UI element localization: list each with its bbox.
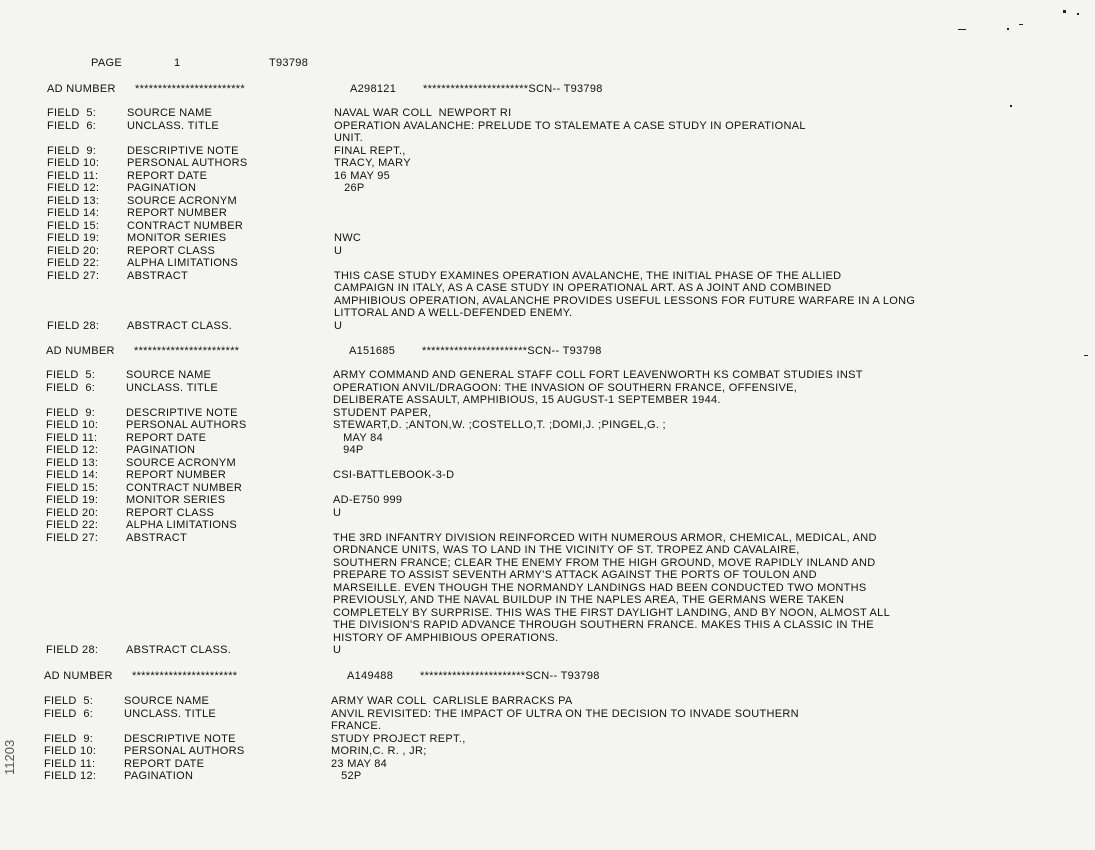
field-number: FIELD 22:: [46, 519, 99, 531]
field-number: FIELD 14:: [46, 469, 99, 481]
field-number: FIELD 27:: [46, 531, 99, 544]
field-value: PREVIOUSLY, AND THE NAVAL BUILDUP IN THE NAPLES AREA, THE GERMANS WERE TAKEN: [333, 594, 845, 606]
field-number: FIELD 9:: [44, 732, 94, 745]
field-label: DESCRIPTIVE NOTE: [124, 732, 236, 745]
ad-number-stars: ***********************: [134, 345, 240, 357]
field-number: FIELD 12:: [44, 770, 97, 782]
scn-code: ***********************SCN-- T93798: [423, 83, 603, 95]
field-label: REPORT DATE: [126, 431, 207, 444]
field-number: FIELD 13:: [47, 194, 100, 207]
field-value: ARMY WAR COLL CARLISLE BARRACKS PA: [331, 695, 573, 707]
field-value: U: [333, 506, 342, 519]
field-label: ALPHA LIMITATIONS: [127, 257, 239, 269]
field-label: ABSTRACT: [127, 269, 189, 282]
margin-handwriting: 11203: [2, 739, 17, 775]
field-label: MONITOR SERIES: [126, 494, 226, 506]
field-number: FIELD 5:: [46, 369, 96, 381]
field-value: AD-E750 999: [333, 494, 403, 506]
field-number: FIELD 27:: [47, 269, 100, 282]
field-label: REPORT NUMBER: [126, 469, 227, 481]
field-value: 52P: [331, 770, 362, 782]
ad-number-value: A151685: [349, 345, 396, 357]
field-number: FIELD 10:: [47, 157, 100, 169]
field-value: FINAL REPT.,: [334, 144, 406, 157]
field-value: PREPARE TO ASSIST SEVENTH ARMY'S ATTACK AGAINST THE PORTS OF TOULON AND: [333, 569, 817, 581]
field-label: DESCRIPTIVE NOTE: [127, 144, 239, 157]
field-label: REPORT DATE: [124, 757, 205, 770]
scan-speck: [1077, 13, 1079, 15]
field-value: HISTORY OF AMPHIBIOUS OPERATIONS.: [333, 631, 559, 644]
ad-number-value: A149488: [347, 670, 394, 682]
field-value: 26P: [334, 182, 365, 194]
field-label: PERSONAL AUTHORS: [124, 745, 245, 757]
field-number: FIELD 12:: [47, 182, 100, 194]
field-number: FIELD 6:: [46, 381, 96, 394]
field-value: OPERATION AVALANCHE: PRELUDE TO STALEMATE A CASE STUDY IN OPERATIONAL: [334, 119, 806, 132]
field-value: COMPLETELY BY SURPRISE. THIS WAS THE FIRST DAYLIGHT LANDING, AND BY NOON, ALMOST ALL: [333, 606, 891, 619]
field-label: REPORT CLASS: [127, 244, 216, 257]
report-code: T93798: [269, 57, 309, 69]
field-label: MONITOR SERIES: [127, 232, 227, 244]
field-value: CAMPAIGN IN ITALY, AS A CASE STUDY IN OPERATIONAL ART. AS A JOINT AND COMBINED: [334, 282, 832, 294]
field-number: FIELD 11:: [47, 169, 99, 182]
field-number: FIELD 28:: [47, 319, 100, 332]
field-number: FIELD 22:: [47, 257, 100, 269]
field-number: FIELD 9:: [46, 406, 96, 419]
field-label: PAGINATION: [124, 770, 194, 782]
field-label: PAGINATION: [127, 182, 197, 194]
field-number: FIELD 10:: [44, 745, 97, 757]
field-value: U: [333, 644, 342, 656]
field-number: FIELD 20:: [46, 506, 99, 519]
field-value: ARMY COMMAND AND GENERAL STAFF COLL FORT LEAVENWORTH KS COMBAT STUDIES INST: [333, 369, 863, 381]
field-label: CONTRACT NUMBER: [127, 219, 244, 232]
scan-speck: [1019, 24, 1023, 25]
scn-code: ***********************SCN-- T93798: [420, 670, 600, 682]
field-value: 16 MAY 95: [334, 169, 391, 182]
field-number: FIELD 19:: [47, 232, 100, 244]
field-value: AMPHIBIOUS OPERATION, AVALANCHE PROVIDES USEFUL LESSONS FOR FUTURE WARFARE IN A LONG: [334, 294, 916, 307]
field-label: DESCRIPTIVE NOTE: [126, 406, 238, 419]
field-value: STUDENT PAPER,: [333, 406, 432, 419]
field-value: CSI-BATTLEBOOK-3-D: [333, 469, 455, 481]
ad-number-value: A298121: [350, 83, 397, 95]
ad-number-label: AD NUMBER: [47, 83, 116, 95]
field-value: DELIBERATE ASSAULT, AMPHIBIOUS, 15 AUGUST-1 SEPTEMBER 1944.: [333, 394, 721, 406]
field-value: ANVIL REVISITED: THE IMPACT OF ULTRA ON THE DECISION TO INVADE SOUTHERN: [331, 707, 799, 720]
field-value: THE DIVISION'S RAPID ADVANCE THROUGH SOUTHERN FRANCE. MAKES THIS A CLASSIC IN THE: [333, 619, 874, 631]
scan-speck: [1010, 105, 1012, 107]
field-label: CONTRACT NUMBER: [126, 481, 243, 494]
field-value: 23 MAY 84: [331, 757, 388, 770]
field-label: PAGINATION: [126, 444, 196, 456]
field-value: OPERATION ANVIL/DRAGOON: THE INVASION OF SOUTHERN FRANCE, OFFENSIVE,: [333, 381, 798, 394]
field-label: UNCLASS. TITLE: [124, 707, 217, 720]
scan-speck: [958, 29, 966, 30]
field-value: U: [334, 244, 343, 257]
field-value: 94P: [333, 444, 364, 456]
field-label: UNCLASS. TITLE: [127, 119, 220, 132]
field-number: FIELD 11:: [46, 431, 98, 444]
field-number: FIELD 13:: [46, 456, 99, 469]
field-label: UNCLASS. TITLE: [126, 381, 219, 394]
field-label: REPORT DATE: [127, 169, 208, 182]
field-number: FIELD 20:: [47, 244, 100, 257]
field-value: LITTORAL AND A WELL-DEFENDED ENEMY.: [334, 307, 573, 319]
field-label: SOURCE ACRONYM: [127, 194, 237, 207]
field-value: ORDNANCE UNITS, WAS TO LAND IN THE VICINITY OF ST. TROPEZ AND CAVALAIRE,: [333, 544, 800, 556]
field-number: FIELD 28:: [46, 644, 99, 656]
field-label: REPORT NUMBER: [127, 207, 228, 219]
field-value: U: [334, 319, 343, 332]
field-value: STEWART,D. ;ANTON,W. ;COSTELLO,T. ;DOMI,J. ;PINGEL,G. ;: [333, 419, 666, 431]
field-label: REPORT CLASS: [126, 506, 215, 519]
field-number: FIELD 10:: [46, 419, 99, 431]
scan-speck: [1007, 28, 1009, 30]
field-value: THIS CASE STUDY EXAMINES OPERATION AVALANCHE, THE INITIAL PHASE OF THE ALLIED: [334, 269, 842, 282]
field-number: FIELD 6:: [47, 119, 97, 132]
field-number: FIELD 12:: [46, 444, 99, 456]
field-number: FIELD 5:: [47, 107, 97, 119]
field-label: SOURCE NAME: [127, 107, 213, 119]
field-value: MAY 84: [333, 431, 383, 444]
field-number: FIELD 6:: [44, 707, 94, 720]
field-label: SOURCE ACRONYM: [126, 456, 236, 469]
field-label: SOURCE NAME: [126, 369, 212, 381]
field-label: ABSTRACT CLASS.: [127, 319, 233, 332]
field-number: FIELD 5:: [44, 695, 94, 707]
scan-speck: [1063, 10, 1066, 13]
field-label: ABSTRACT: [126, 531, 188, 544]
page-number: 1: [174, 57, 181, 69]
field-value: SOUTHERN FRANCE; CLEAR THE ENEMY FROM THE HIGH GROUND, MOVE RAPIDLY INLAND AND: [333, 556, 876, 569]
scn-code: ***********************SCN-- T93798: [422, 345, 602, 357]
scan-speck: [1084, 355, 1088, 356]
field-number: FIELD 15:: [47, 219, 100, 232]
field-value: MORIN,C. R. , JR;: [331, 745, 427, 757]
ad-number-label: AD NUMBER: [44, 670, 113, 682]
field-label: SOURCE NAME: [124, 695, 210, 707]
field-value: MARSEILLE. EVEN THOUGH THE NORMANDY LANDINGS HAD BEEN CONDUCTED TWO MONTHS: [333, 581, 867, 594]
page-label: PAGE: [91, 57, 122, 69]
field-label: PERSONAL AUTHORS: [127, 157, 248, 169]
field-label: ALPHA LIMITATIONS: [126, 519, 238, 531]
field-number: FIELD 14:: [47, 207, 100, 219]
field-label: ABSTRACT CLASS.: [126, 644, 232, 656]
field-value: NAVAL WAR COLL NEWPORT RI: [334, 107, 512, 119]
ad-number-label: AD NUMBER: [46, 345, 115, 357]
field-number: FIELD 15:: [46, 481, 99, 494]
field-number: FIELD 19:: [46, 494, 99, 506]
field-number: FIELD 9:: [47, 144, 97, 157]
field-value: UNIT.: [334, 132, 363, 144]
field-value: NWC: [334, 232, 362, 244]
field-number: FIELD 11:: [44, 757, 96, 770]
field-value: TRACY, MARY: [334, 157, 411, 169]
field-value: THE 3RD INFANTRY DIVISION REINFORCED WITH NUMEROUS ARMOR, CHEMICAL, MEDICAL, AND: [333, 531, 877, 544]
field-value: FRANCE.: [331, 720, 382, 732]
field-label: PERSONAL AUTHORS: [126, 419, 247, 431]
ad-number-stars: ************************: [135, 83, 245, 95]
ad-number-stars: ***********************: [132, 670, 238, 682]
field-value: STUDY PROJECT REPT.,: [331, 732, 466, 745]
